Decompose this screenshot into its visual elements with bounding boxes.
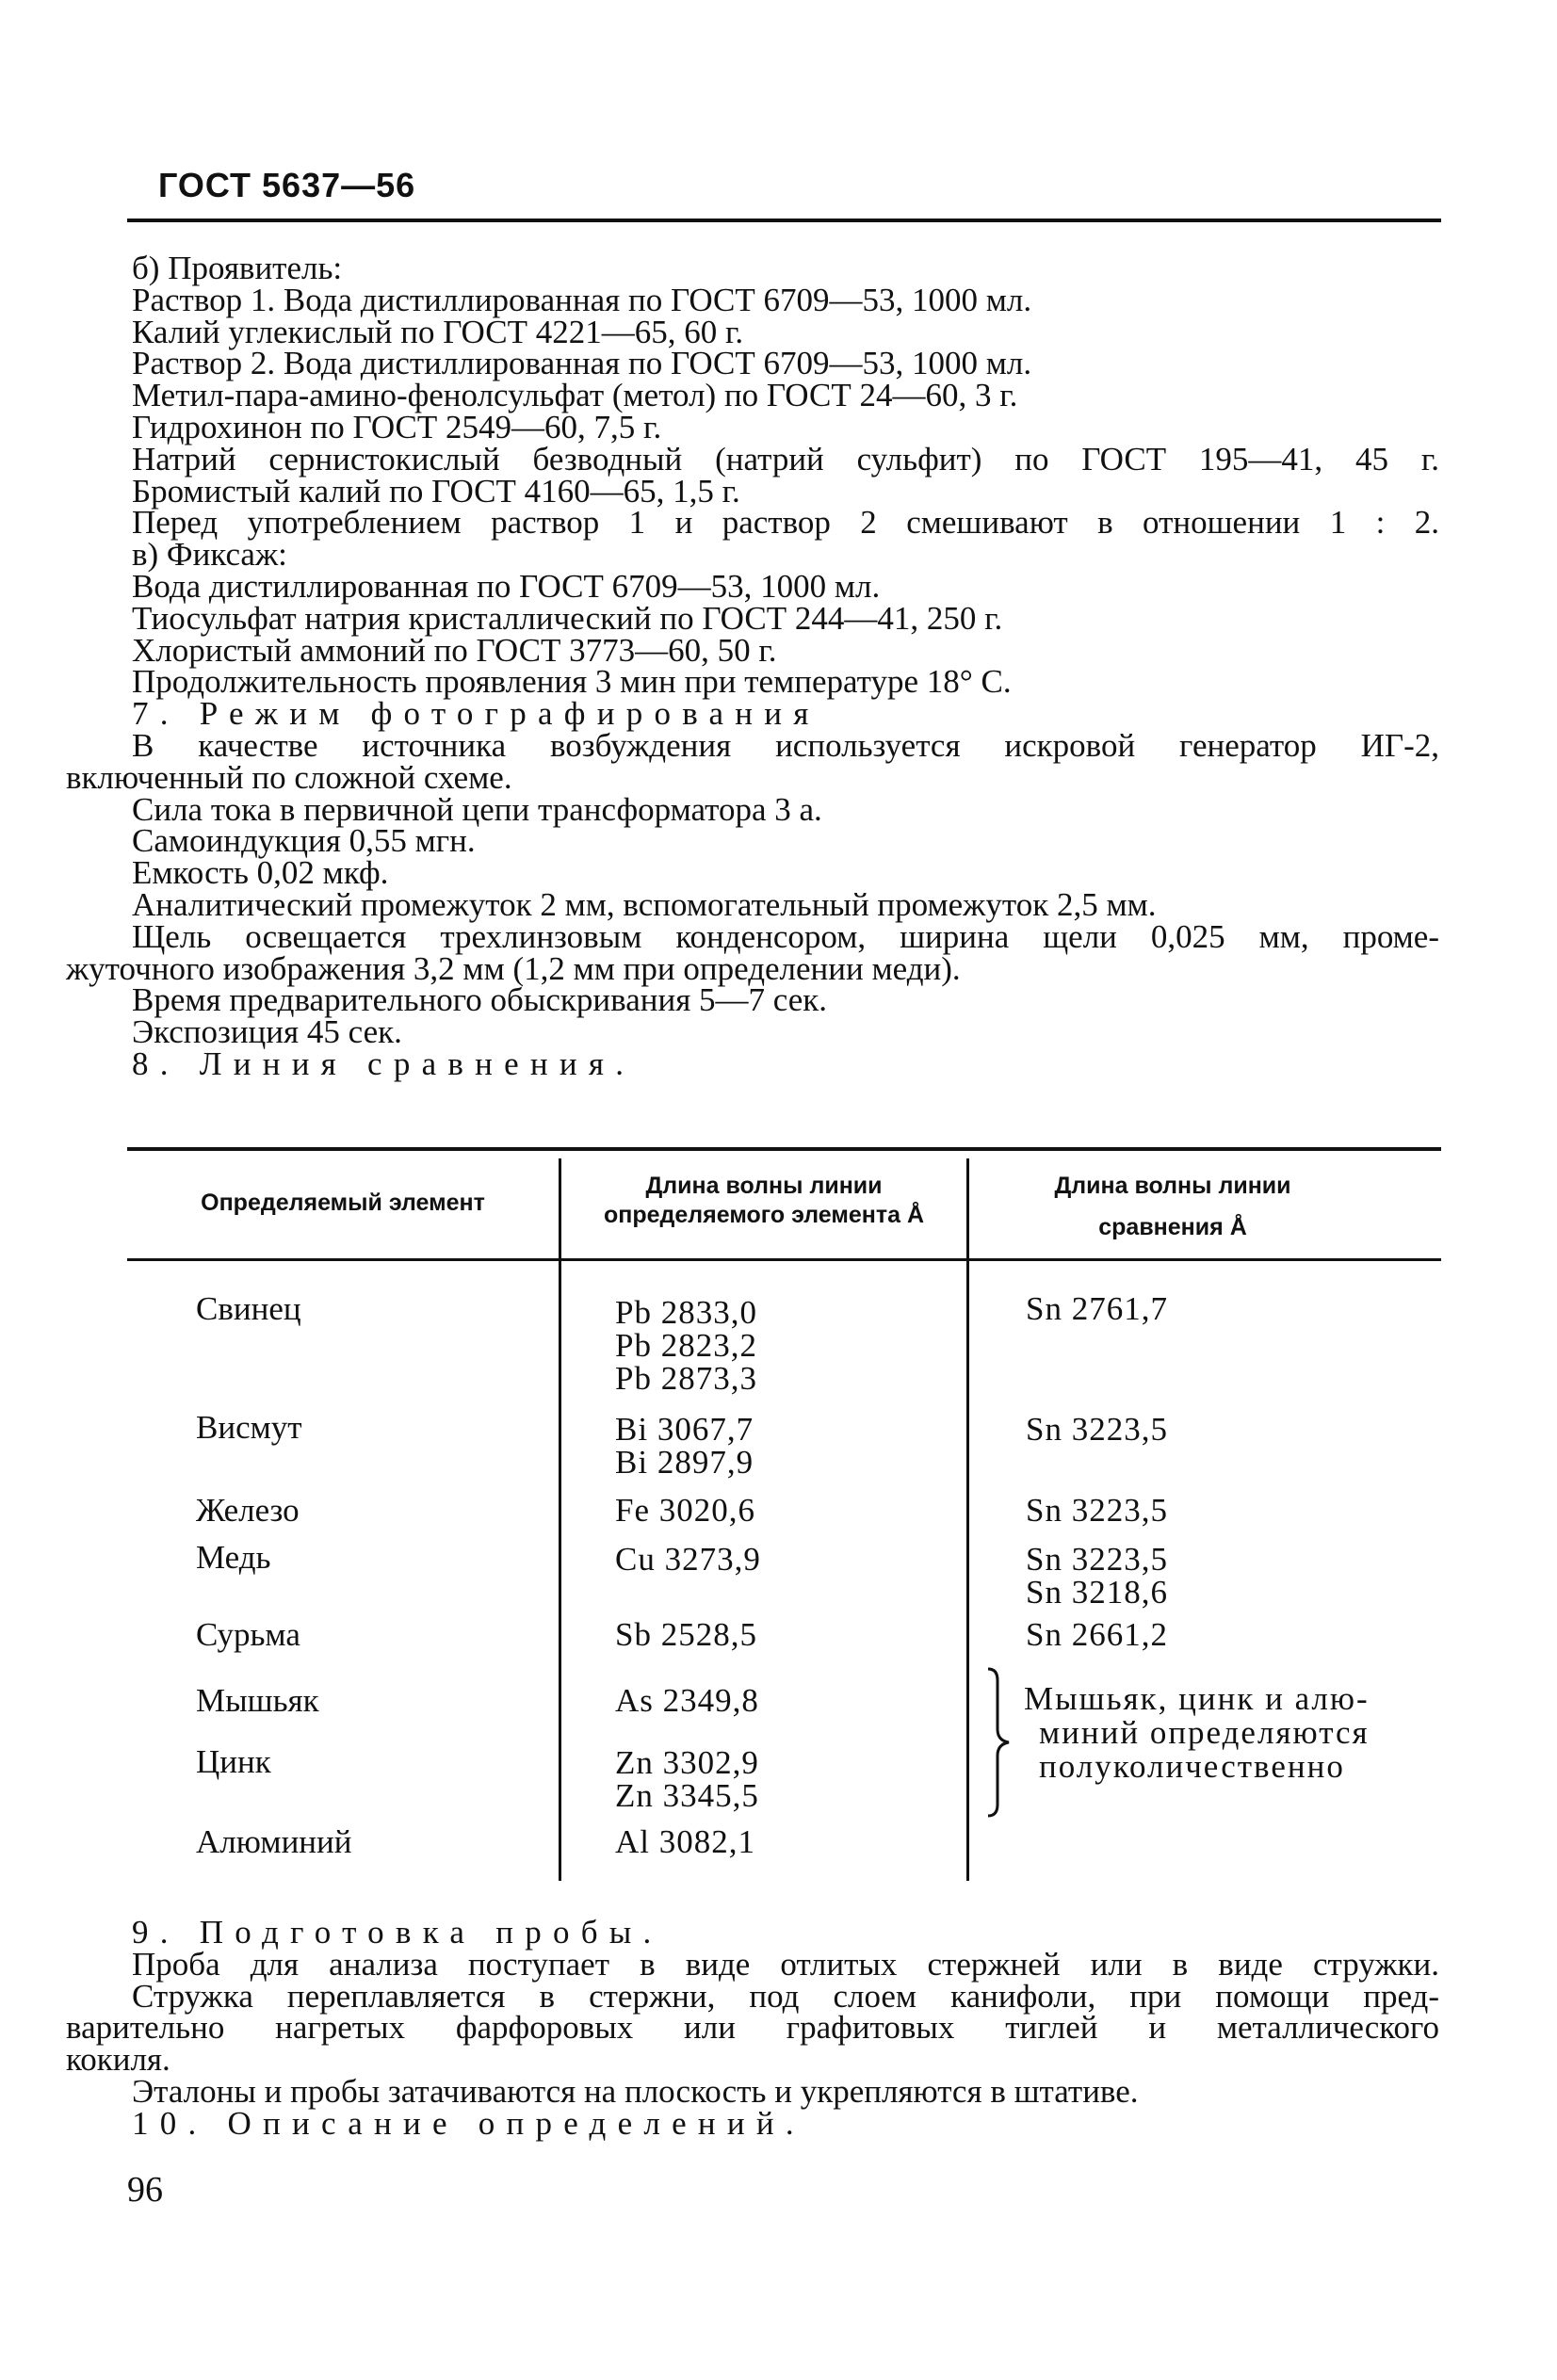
text-line: Эталоны и пробы затачиваются на плоскость и укрепляются в штативе. <box>132 2072 1139 2110</box>
body-text-continued <box>66 1914 1439 2142</box>
text-line: б) Проявитель: <box>132 250 343 286</box>
table-cell-element: Медь <box>196 1539 271 1576</box>
note-line: полуколичественно <box>1039 1748 1345 1785</box>
text-line: в) Фиксаж: <box>132 536 287 574</box>
table-cell-wavelength: Al 3082,1 <box>615 1823 755 1860</box>
text-line: Метил-пара-амино-фенолсульфат (метол) по ГОСТ 24—60, 3 г. <box>132 377 1018 414</box>
table-cell-wavelength: Pb 2873,3 <box>615 1360 757 1397</box>
table-cell-comparison: Sn 2761,7 <box>1026 1290 1168 1327</box>
section-heading-8: 8. Линия сравнения. <box>132 1044 636 1082</box>
text-line: Калий углекислый по ГОСТ 4221—65, 60 г. <box>132 313 744 350</box>
table-cell-wavelength: Pb 2833,0 <box>615 1294 757 1331</box>
table-cell-comparison: Sn 3218,6 <box>1026 1574 1168 1611</box>
page-header-title: ГОСТ 5637—56 <box>158 166 416 204</box>
text-line: Тиосульфат натрия кристаллический по ГОСТ 244—41, 250 г. <box>132 599 1003 637</box>
table-cell-element: Сурьма <box>196 1616 300 1653</box>
table-cell-wavelength: Sb 2528,5 <box>615 1616 757 1653</box>
text-line: Бромистый калий по ГОСТ 4160—65, 1,5 г. <box>132 472 740 510</box>
body-text <box>66 250 1439 1082</box>
text-line: Гидрохинон по ГОСТ 2549—60, 7,5 г. <box>132 408 662 445</box>
text-line: Экспозиция 45 сек. <box>132 1013 402 1051</box>
text-line: Раствор 1. Вода дистиллированная по ГОСТ 6709—53, 1000 мл. <box>132 281 1032 318</box>
table-cell-comparison: Sn 3223,5 <box>1026 1411 1168 1448</box>
text-line: включенный по сложной схеме. <box>66 758 512 796</box>
table-cell-wavelength: Bi 3067,7 <box>615 1411 754 1448</box>
page-number: 96 <box>127 2170 163 2210</box>
table-cell-element: Свинец <box>196 1290 301 1327</box>
note-line: Мышьяк, цинк и алю- <box>1024 1680 1370 1717</box>
header-comparison-line2: сравнения Å <box>1098 1214 1247 1240</box>
section-heading-7: 7. Режим фотографирования <box>132 695 820 733</box>
table-cell-wavelength: Zn 3302,9 <box>615 1744 759 1781</box>
text-line: Проба для анализа поступает в виде отлитых стержней или в виде стружки. <box>132 1945 1439 1983</box>
text-line: Стружка переплавляется в стержни, под слоем канифоли, при помощи пред- <box>132 1977 1439 2015</box>
text-line: Хлористый аммоний по ГОСТ 3773—60, 50 г. <box>132 631 777 669</box>
table-cell-wavelength: Fe 3020,6 <box>615 1492 755 1529</box>
table-cell-element: Цинк <box>196 1743 271 1780</box>
text-line: Сила тока в первичной цепи трансформатора 3 а. <box>132 790 822 828</box>
right-brace-icon <box>984 1667 1016 1818</box>
table-cell-wavelength: Cu 3273,9 <box>615 1541 761 1578</box>
table-cell-element: Железо <box>196 1492 300 1529</box>
header-comparison-line1: Длина волны линии <box>1054 1173 1291 1199</box>
table-column-divider <box>559 1158 561 1881</box>
semi-quantitative-note <box>1024 1682 1457 1784</box>
text-line: Время предварительного обыскривания 5—7 сек. <box>132 981 828 1019</box>
text-line: жуточного изображения 3,2 мм (1,2 мм при определении меди). <box>66 949 961 987</box>
text-line: Перед употреблением раствор 1 и раствор 2 смешивают в отношении 1 : 2. <box>132 504 1439 542</box>
note-line: миний определяются <box>1039 1714 1370 1751</box>
text-line: В качестве источника возбуждения используется искровой генератор ИГ-2, <box>132 726 1439 764</box>
table-top-rule <box>127 1147 1441 1151</box>
table-cell-element: Алюминий <box>196 1823 352 1860</box>
header-wavelength-line2: определяемого элемента Å <box>603 1202 925 1228</box>
table-cell-comparison: Sn 3223,5 <box>1026 1541 1168 1578</box>
text-line: Раствор 2. Вода дистиллированная по ГОСТ 6709—53, 1000 мл. <box>132 345 1032 382</box>
text-line: варительно нагретых фарфоровых или графитовых тиглей и металлического <box>66 2009 1439 2047</box>
header-wavelength-line1: Длина волны линии <box>645 1173 883 1199</box>
table-cell-wavelength: As 2349,8 <box>615 1682 759 1719</box>
text-line: Емкость 0,02 мкф. <box>132 854 389 892</box>
table-cell-comparison: Sn 2661,2 <box>1026 1616 1168 1653</box>
text-line: Продолжительность проявления 3 мин при температуре 18° С. <box>132 663 1012 701</box>
header-rule <box>127 219 1441 222</box>
table-header-rule <box>127 1258 1441 1261</box>
text-line: Аналитический промежуток 2 мм, вспомогательный промежуток 2,5 мм. <box>132 885 1157 923</box>
text-line: Самоиндукция 0,55 мгн. <box>132 822 476 860</box>
text-line: кокиля. <box>66 2041 170 2079</box>
table-column-divider <box>966 1158 969 1881</box>
text-line: Щель освещается трехлинзовым конденсором, ширина щели 0,025 мм, проме- <box>132 917 1439 955</box>
table-cell-comparison: Sn 3223,5 <box>1026 1492 1168 1529</box>
section-heading-9: 9. Подготовка пробы. <box>132 1914 663 1951</box>
table-cell-element: Висмут <box>196 1409 302 1446</box>
text-line: Натрий сернистокислый безводный (натрий сульфит) по ГОСТ 195—41, 45 г. <box>132 440 1439 478</box>
text-line: Вода дистиллированная по ГОСТ 6709—53, 1000 мл. <box>132 567 881 605</box>
table-cell-wavelength: Bi 2897,9 <box>615 1444 754 1481</box>
header-element: Определяемый элемент <box>201 1190 485 1216</box>
table-cell-wavelength: Zn 3345,5 <box>615 1777 759 1814</box>
table-cell-wavelength: Pb 2823,2 <box>615 1327 757 1364</box>
table-cell-element: Мышьяк <box>196 1682 319 1719</box>
spectral-lines-table <box>127 1147 1441 1863</box>
section-heading-10: 10. Описание определений. <box>132 2104 805 2142</box>
